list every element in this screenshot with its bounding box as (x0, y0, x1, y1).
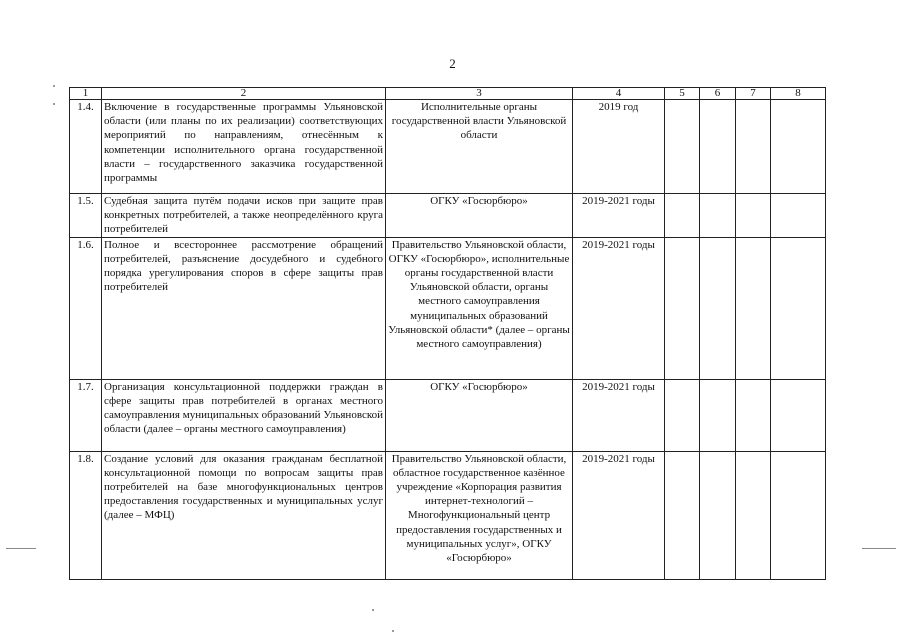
table-row (70, 379, 826, 451)
scan-artifact-dot (392, 630, 394, 632)
empty-cell (771, 237, 826, 379)
column-header: 3 (386, 88, 573, 100)
measure-name: Организация консультационной поддержки граждан в сфере защиты прав потребителей в органах местного самоуправления муниципальных образований Ульяновской области (далее – органы местного самоуправления) (102, 379, 386, 451)
period-cell: 2019-2021 годы (573, 379, 665, 451)
column-header: 2 (102, 88, 386, 100)
column-header: 5 (665, 88, 700, 100)
table-header-row (70, 88, 826, 100)
empty-cell (665, 379, 700, 451)
item-number: 1.8. (70, 451, 102, 579)
empty-cell (736, 100, 771, 194)
empty-cell (700, 451, 736, 579)
empty-cell (771, 194, 826, 238)
empty-cell (665, 194, 700, 238)
empty-cell (700, 379, 736, 451)
item-number: 1.7. (70, 379, 102, 451)
item-number: 1.5. (70, 194, 102, 238)
empty-cell (771, 379, 826, 451)
column-header: 8 (771, 88, 826, 100)
empty-cell (700, 100, 736, 194)
empty-cell (736, 194, 771, 238)
empty-cell (771, 100, 826, 194)
executor-cell: Правительство Ульяновской области, областное государственное казённое учреждение «Корпорация развития интернет-технологий – Многофункциональный центр предоставления государственных и муниципальных услуг», ОГКУ «Госюрбюро» (386, 451, 573, 579)
empty-cell (665, 100, 700, 194)
column-header: 7 (736, 88, 771, 100)
empty-cell (736, 379, 771, 451)
measure-name: Включение в государственные программы Ульяновской области (или планы по их реализации) соответствующих мероприятий по направлениям, отнесённым к компетенции исполнительного органа государственной власти – государственного заказчика государственной программы (102, 100, 386, 194)
period-cell: 2019 год (573, 100, 665, 194)
measure-name: Полное и всестороннее рассмотрение обращений потребителей, разъяснение досудебного и судебного порядка урегулирования споров в сфере защиты прав потребителей (102, 237, 386, 379)
empty-cell (736, 451, 771, 579)
empty-cell (771, 451, 826, 579)
column-header: 4 (573, 88, 665, 100)
empty-cell (700, 194, 736, 238)
scan-artifact-dot (372, 609, 374, 611)
empty-cell (665, 451, 700, 579)
measure-name: Судебная защита путём подачи исков при защите прав конкретных потребителей, а также неопределённого круга потребителей (102, 194, 386, 238)
page-number: 2 (449, 56, 456, 71)
period-cell: 2019-2021 годы (573, 237, 665, 379)
table-row (70, 100, 826, 194)
table-row (70, 194, 826, 238)
item-number: 1.6. (70, 237, 102, 379)
executor-cell: Исполнительные органы государственной власти Ульяновской области (386, 100, 573, 194)
column-header: 6 (700, 88, 736, 100)
period-cell: 2019-2021 годы (573, 194, 665, 238)
table-row (70, 237, 826, 379)
empty-cell (700, 237, 736, 379)
executor-cell: ОГКУ «Госюрбюро» (386, 194, 573, 238)
empty-cell (736, 237, 771, 379)
item-number: 1.4. (70, 100, 102, 194)
executor-cell: Правительство Ульяновской области, ОГКУ «Госюрбюро», исполнительные органы государственной власти Ульяновской области, органы местного самоуправления муниципальных образований Ульяновской области* (далее – органы местного самоуправления) (386, 237, 573, 379)
scan-artifact-right (862, 548, 896, 549)
column-header: 1 (70, 88, 102, 100)
scan-artifact-left (6, 548, 36, 549)
empty-cell (665, 237, 700, 379)
period-cell: 2019-2021 годы (573, 451, 665, 579)
table-row (70, 451, 826, 579)
scan-artifact-dot (53, 85, 55, 87)
scan-artifact-dot (53, 103, 55, 105)
executor-cell: ОГКУ «Госюрбюро» (386, 379, 573, 451)
measures-table (69, 87, 826, 580)
measure-name: Создание условий для оказания гражданам бесплатной консультационной помощи по вопросам защиты прав потребителей на базе многофункциональных центров предоставления государственных и муниципальных услуг (далее – МФЦ) (102, 451, 386, 579)
